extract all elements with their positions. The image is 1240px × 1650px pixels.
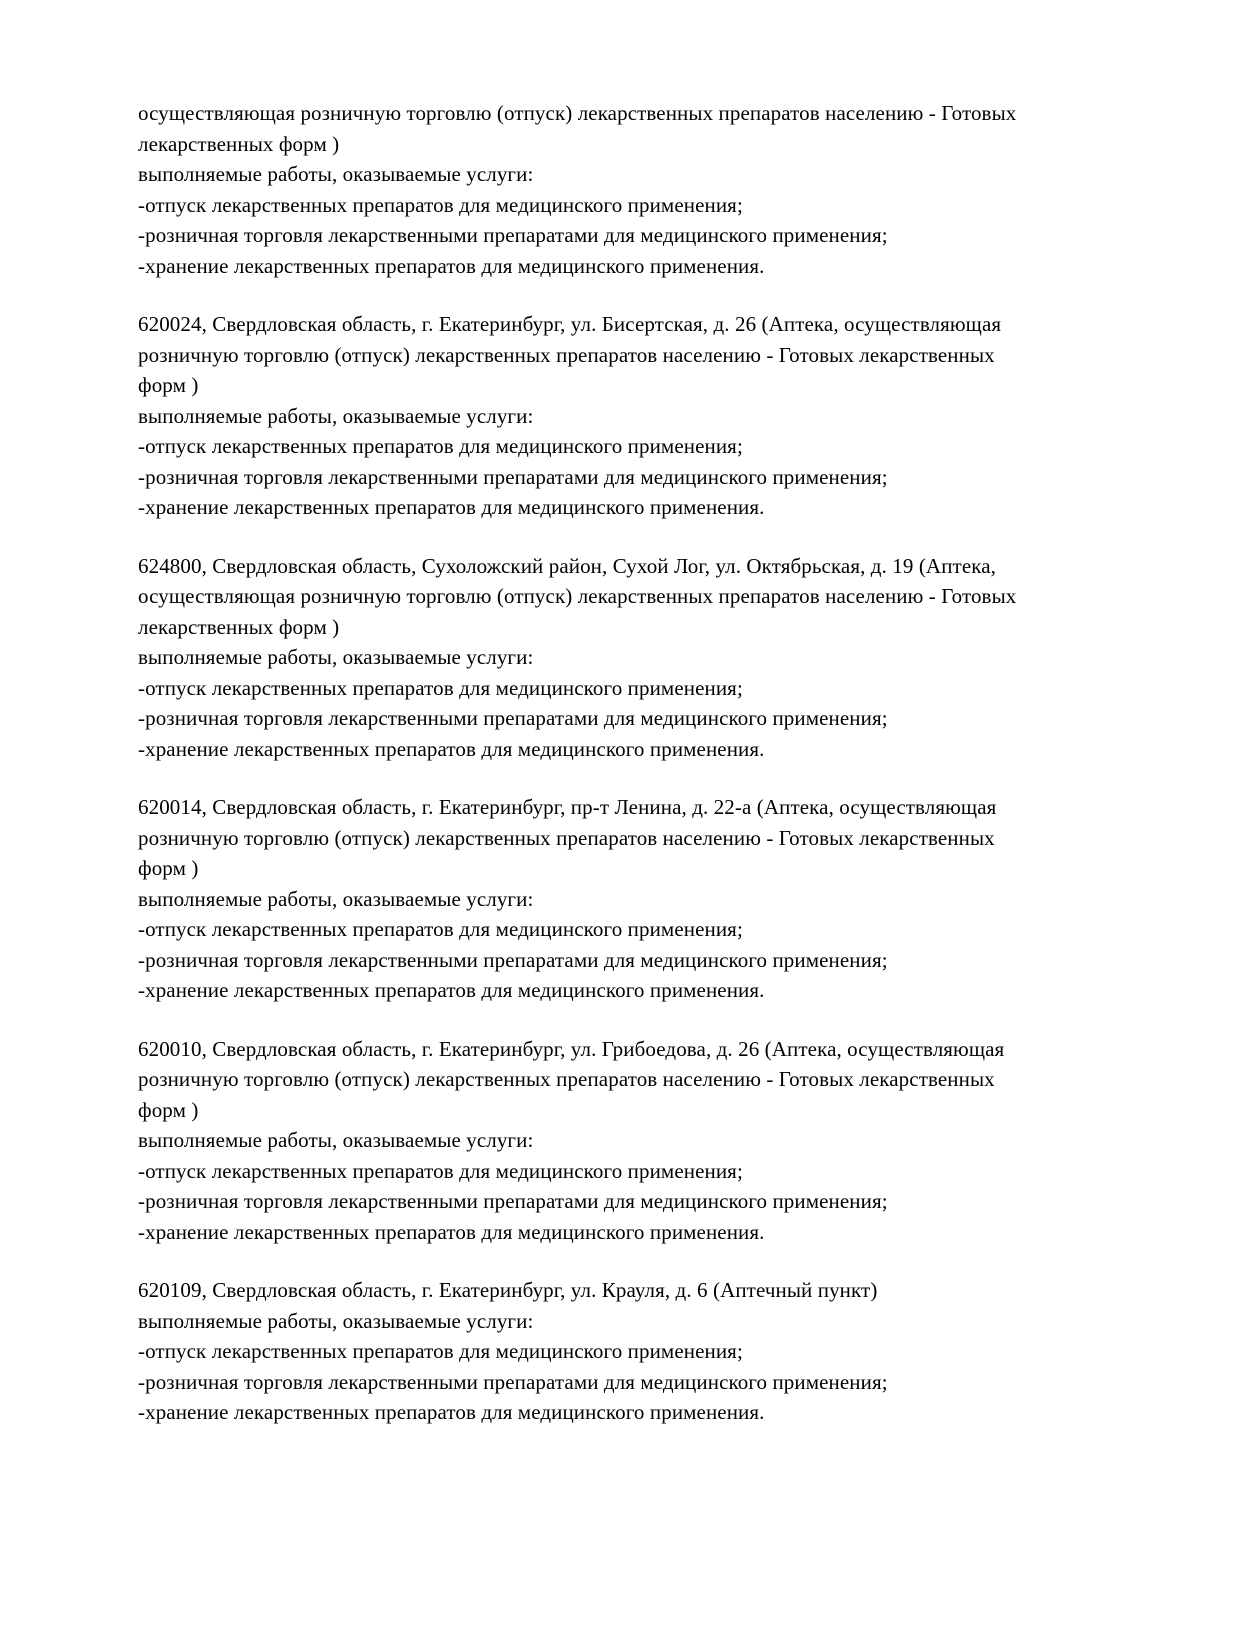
service-line: -розничная торговля лекарственными препаратами для медицинского применения; xyxy=(138,1189,888,1213)
service-line: -отпуск лекарственных препаратов для медицинского применения; xyxy=(138,192,743,217)
service-line: -розничная торговля лекарственными препаратами для медицинского применения; xyxy=(138,1369,888,1394)
address-line: 620014, Свердловская область, г. Екатеринбург, пр-т Ленина, д. 22-а (Аптека, осуществляющая xyxy=(138,795,997,819)
works-header: выполняемые работы, оказываемые услуги: xyxy=(138,1308,534,1333)
address-line: 620010, Свердловская область, г. Екатеринбург, ул. Грибоедова, д. 26 (Аптека, осуществляющая xyxy=(138,1036,1005,1061)
service-line: -отпуск лекарственных препаратов для медицинского применения; xyxy=(138,434,743,458)
address-line: осуществляющая розничную торговлю (отпуск) лекарственных препаратов населению - Готовых xyxy=(138,584,1017,608)
address-line: розничную торговлю (отпуск) лекарственных препаратов населению - Готовых лекарственных xyxy=(138,825,995,850)
address-line: лекарственных форм ) xyxy=(138,614,340,639)
service-line: -хранение лекарственных препаратов для медицинского применения. xyxy=(138,495,765,519)
works-header: выполняемые работы, оказываемые услуги: xyxy=(138,403,534,428)
works-header: выполняемые работы, оказываемые услуги: xyxy=(138,1128,534,1152)
address-line: розничную торговлю (отпуск) лекарственных препаратов населению - Готовых лекарственных xyxy=(138,342,995,367)
address-line: 624800, Свердловская область, Сухоложский район, Сухой Лог, ул. Октябрьская, д. 19 (Аптека, xyxy=(138,553,996,578)
service-line: -отпуск лекарственных препаратов для медицинского применения; xyxy=(138,1339,743,1363)
license-entry xyxy=(138,1275,1182,1428)
address-line: 620109, Свердловская область, г. Екатеринбург, ул. Крауля, д. 6 (Аптечный пункт) xyxy=(138,1278,878,1302)
service-line: -розничная торговля лекарственными препаратами для медицинского применения; xyxy=(138,464,888,489)
works-header: выполняемые работы, оказываемые услуги: xyxy=(138,645,534,669)
license-entry xyxy=(138,792,1182,1006)
service-line: -розничная торговля лекарственными препаратами для медицинского применения; xyxy=(138,223,888,247)
address-line: 620024, Свердловская область, г. Екатеринбург, ул. Бисертская, д. 26 (Аптека, осуществляющая xyxy=(138,312,1002,336)
service-line: -отпуск лекарственных препаратов для медицинского применения; xyxy=(138,917,743,941)
address-line: форм ) xyxy=(138,856,199,880)
address-line: форм ) xyxy=(138,373,199,397)
works-header: выполняемые работы, оказываемые услуги: xyxy=(138,162,534,186)
service-line: -отпуск лекарственных препаратов для медицинского применения; xyxy=(138,1158,743,1183)
service-line: -розничная торговля лекарственными препаратами для медицинского применения; xyxy=(138,706,888,730)
service-line: -отпуск лекарственных препаратов для медицинского применения; xyxy=(138,675,743,700)
service-line: -хранение лекарственных препаратов для медицинского применения. xyxy=(138,736,765,761)
license-entries xyxy=(138,98,1182,1428)
address-line: форм ) xyxy=(138,1097,199,1122)
works-header: выполняемые работы, оказываемые услуги: xyxy=(138,886,534,911)
license-entry xyxy=(138,98,1182,281)
license-entry xyxy=(138,551,1182,765)
address-line: розничную торговлю (отпуск) лекарственных препаратов населению - Готовых лекарственных xyxy=(138,1067,995,1091)
service-line: -хранение лекарственных препаратов для медицинского применения. xyxy=(138,253,765,278)
service-line: -хранение лекарственных препаратов для медицинского применения. xyxy=(138,978,765,1002)
license-entry xyxy=(138,309,1182,523)
service-line: -хранение лекарственных препаратов для медицинского применения. xyxy=(138,1400,765,1424)
service-line: -хранение лекарственных препаратов для медицинского применения. xyxy=(138,1219,765,1244)
license-entry xyxy=(138,1034,1182,1248)
address-line: осуществляющая розничную торговлю (отпуск) лекарственных препаратов населению - Готовых xyxy=(138,101,1017,125)
service-line: -розничная торговля лекарственными препаратами для медицинского применения; xyxy=(138,947,888,972)
address-line: лекарственных форм ) xyxy=(138,131,340,156)
